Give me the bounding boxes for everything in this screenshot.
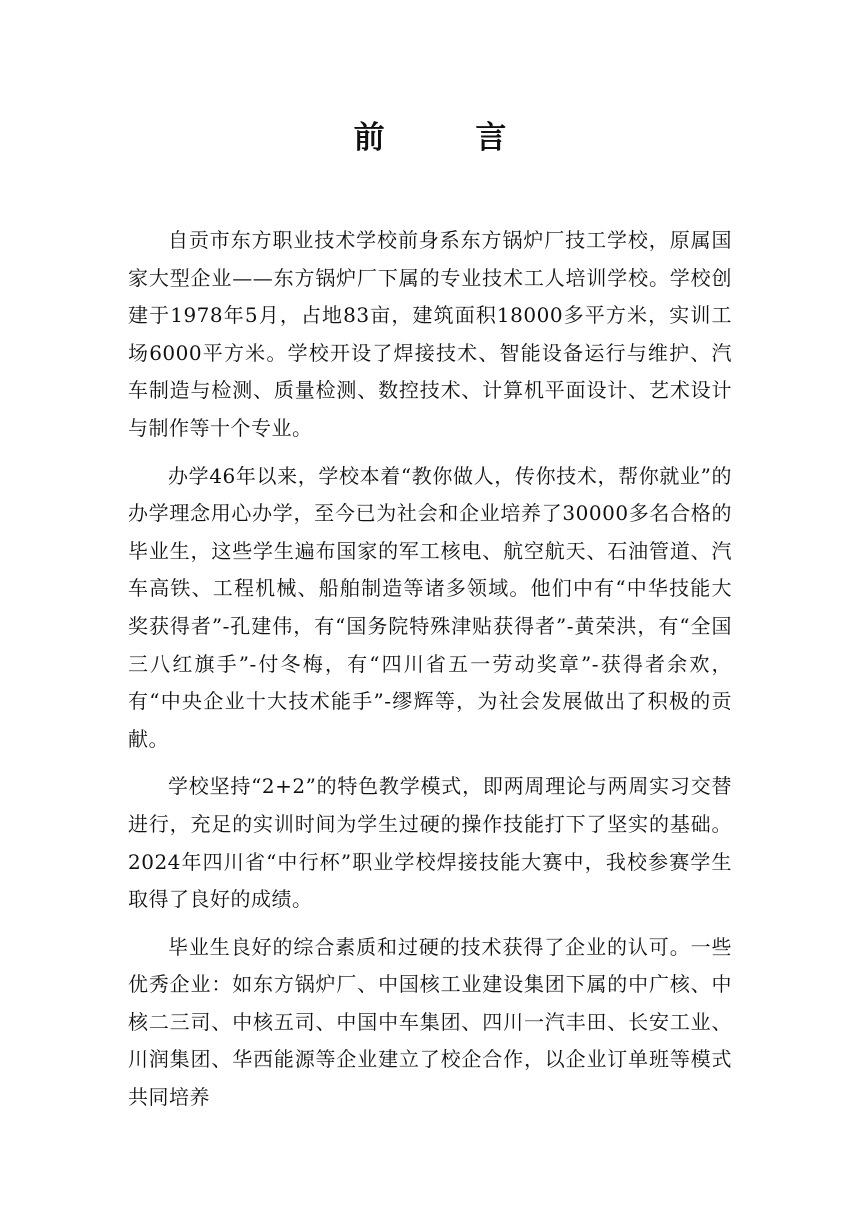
paragraph-achievements: 办学46年以来，学校本着“教你做人，传你技术，帮你就业”的办学理念用心办学，至今已为社会和企业培养了30000多名合格的毕业生，这些学生遍布国家的军工核电、航空航天、石油管道、汽车高铁、工程机械、船舶制造等诸多领域。他们中有“中华技能大奖获得者”-孔建伟，有“国务院特殊津贴获得者”-黄荣洪，有“全国三八红旗手”-付冬梅，有“四川省五一劳动奖章”-获得者余欢，有“中央企业十大技术能手”-缪辉等，为社会发展做出了积极的贡献。	[128, 463, 732, 751]
paragraph-teaching-mode: 学校坚持“2+2”的特色教学模式，即两周理论与两周实习交替进行，充足的实训时间为学生过硬的操作技能打下了坚实的基础。2024年四川省“中行杯”职业学校焊接技能大赛中，我校参赛学生取得了良好的成绩。	[128, 774, 732, 912]
paragraph-cooperation: 毕业生良好的综合素质和过硬的技术获得了企业的认可。一些优秀企业：如东方锅炉厂、中国核工业建设集团下属的中广核、中核二三司、中核五司、中国中车集团、四川一汽丰田、长安工业、川润集团、华西能源等企业建立了校企合作，以企业订单班等模式共同培养	[128, 934, 732, 1110]
paragraph-history: 自贡市东方职业技术学校前身系东方锅炉厂技工学校，原属国家大型企业——东方锅炉厂下属的专业技术工人培训学校。学校创建于1978年5月，占地83亩，建筑面积18000多平方米，实训工场6000平方米。学校开设了焊接技术、智能设备运行与维护、汽车制造与检测、质量检测、数控技术、计算机平面设计、艺术设计与制作等十个专业。	[128, 228, 732, 440]
document-body	[128, 222, 732, 1127]
page-title: 前 言	[353, 120, 547, 156]
